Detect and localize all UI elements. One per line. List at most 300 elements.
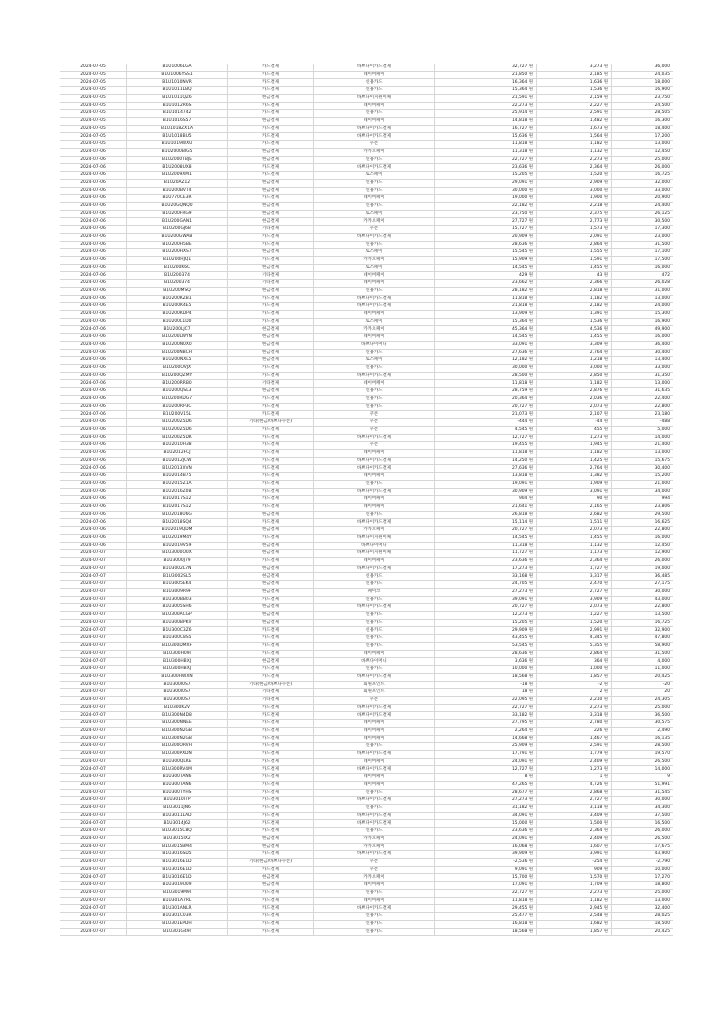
table-row [60, 365, 673, 373]
row-vat: 1,132 원 [537, 148, 612, 156]
currency-unit: 원 [527, 550, 533, 556]
row-total: 58,900 [612, 642, 674, 650]
currency-unit: 원 [527, 249, 533, 255]
row-supply-amount: 15,000 원 [435, 820, 537, 828]
row-total: 32,400 [612, 905, 674, 913]
row-total: 24,305 [612, 696, 674, 704]
currency-unit: 원 [527, 905, 533, 911]
currency-unit: 원 [527, 689, 533, 695]
row-total: 33,000 [612, 187, 674, 195]
table-row [60, 812, 673, 820]
row-vat: 1,500 원 [537, 820, 612, 828]
currency-unit: 원 [527, 295, 533, 301]
row-vat: 2,210 원 [537, 696, 612, 704]
row-payment-type: 카드결제 [228, 851, 314, 859]
row-payment-type: 카드결제 [228, 365, 314, 373]
row-payment-method: 신용카드 [314, 920, 435, 928]
row-vat: 2,909 원 [537, 179, 612, 187]
row-order-id: B1U300I0S7 [127, 689, 228, 697]
row-supply-amount: 20,364 원 [435, 395, 537, 403]
row-supply-amount: 27,273 원 [435, 797, 537, 805]
row-order-id: B1U3016E1D [127, 859, 228, 867]
row-vat: 2,991 원 [537, 627, 612, 635]
row-payment-type: 현금결제 [228, 550, 314, 558]
row-date: 2024-07-06 [60, 156, 127, 164]
row-total: 16,135 [612, 735, 674, 743]
row-supply-amount: 14,545 원 [435, 334, 537, 342]
currency-unit: 원 [602, 388, 608, 394]
currency-unit: 원 [527, 426, 533, 432]
row-vat: 1,636 원 [537, 79, 612, 87]
row-date: 2024-07-07 [60, 805, 127, 813]
table-row [60, 148, 673, 156]
row-total: 51,991 [612, 781, 674, 789]
row-supply-amount: 15,364 원 [435, 318, 537, 326]
row-payment-type: 카드결제 [228, 797, 314, 805]
table-row [60, 650, 673, 658]
row-supply-amount: 24,091 원 [435, 758, 537, 766]
row-supply-amount: 14,545 원 [435, 264, 537, 272]
row-vat: 1,709 원 [537, 882, 612, 890]
row-order-id: B1U200K6C [127, 264, 228, 272]
currency-unit: 원 [527, 558, 533, 564]
row-vat: 1,000 원 [537, 666, 612, 674]
row-supply-amount: 27,636 원 [435, 349, 537, 357]
row-payment-method: 네이버페이 [314, 334, 435, 342]
currency-unit: 원 [602, 396, 608, 402]
table-row [60, 828, 673, 836]
row-date: 2024-07-06 [60, 280, 127, 288]
row-payment-method: 카카오페이 [314, 218, 435, 226]
row-supply-amount: 21,818 원 [435, 303, 537, 311]
currency-unit: 원 [527, 264, 533, 270]
row-order-id: B1U1016S57 [127, 118, 228, 126]
row-payment-type: 현금결제 [228, 179, 314, 187]
row-vat: 43 원 [537, 272, 612, 280]
row-order-id: B1U3010I7P [127, 797, 228, 805]
row-supply-amount: 34,091 원 [435, 812, 537, 820]
currency-unit: 원 [602, 650, 608, 656]
row-payment-type: 카드결제 [228, 805, 314, 813]
row-payment-type: 기타결제 [228, 272, 314, 280]
currency-unit: 원 [527, 172, 533, 178]
row-payment-type: 카드결제 [228, 758, 314, 766]
row-supply-amount: 27,636 원 [435, 465, 537, 473]
currency-unit: 원 [527, 187, 533, 193]
row-date: 2024-07-06 [60, 480, 127, 488]
row-total: 19,000 [612, 565, 674, 573]
row-vat: 2,864 원 [537, 650, 612, 658]
table-row [60, 511, 673, 519]
currency-unit: 원 [602, 380, 608, 386]
row-payment-type: 기타(현금/바쁘다쿠폰) [228, 419, 314, 427]
row-order-id: B1U1006YSS1 [127, 71, 228, 79]
row-order-id: B1U300C8S5 [127, 635, 228, 643]
row-date: 2024-07-06 [60, 264, 127, 272]
currency-unit: 원 [602, 488, 608, 494]
row-payment-type: 카드결제 [228, 79, 314, 87]
table-row [60, 527, 673, 535]
row-order-id: B1U1018BU5 [127, 133, 228, 141]
currency-unit: 원 [602, 71, 608, 77]
row-payment-method: 네이버페이 [314, 650, 435, 658]
row-payment-method: 신용카드 [314, 596, 435, 604]
row-supply-amount: 31,182 원 [435, 805, 537, 813]
currency-unit: 원 [527, 342, 533, 348]
row-total: 13,000 [612, 897, 674, 905]
row-order-id: B1U301A7RL [127, 897, 228, 905]
row-supply-amount: 13,818 원 [435, 473, 537, 481]
row-total: 32,900 [612, 627, 674, 635]
table-row [60, 395, 673, 403]
row-payment-method: 신용카드 [314, 480, 435, 488]
row-payment-type: 현금결제 [228, 604, 314, 612]
row-payment-method: 바쁘다이카드결제 [314, 133, 435, 141]
row-payment-type: 카드결제 [228, 64, 314, 71]
row-vat: 2,218 원 [537, 202, 612, 210]
row-payment-method: 바쁘다이카드결제 [314, 465, 435, 473]
row-payment-type: 현금결제 [228, 264, 314, 272]
currency-unit: 원 [527, 535, 533, 540]
row-vat: 1,564 원 [537, 133, 612, 141]
row-payment-type: 현금결제 [228, 187, 314, 195]
row-vat: 1,555 원 [537, 249, 612, 257]
row-supply-amount: 22,095 원 [435, 696, 537, 704]
row-order-id: B1U200OVJX [127, 365, 228, 373]
table-row [60, 388, 673, 396]
row-order-id: B1U2016Z0B [127, 488, 228, 496]
row-vat: 1,391 원 [537, 311, 612, 319]
row-payment-method: 신용카드 [314, 511, 435, 519]
currency-unit: 원 [527, 226, 533, 232]
row-payment-method: 신용카드 [314, 789, 435, 797]
currency-unit: 원 [602, 141, 608, 147]
row-supply-amount: 28,677 원 [435, 789, 537, 797]
row-order-id: B1U1012R6S [127, 102, 228, 110]
currency-unit: 원 [602, 928, 608, 934]
row-payment-method: 신용카드 [314, 805, 435, 813]
currency-unit: 원 [527, 380, 533, 386]
row-supply-amount: 11,818 원 [435, 449, 537, 457]
row-payment-method: 신용카드 [314, 635, 435, 643]
row-order-id: B1U301EPDH [127, 920, 228, 928]
table-row [60, 141, 673, 149]
row-supply-amount: 14,668 원 [435, 735, 537, 743]
row-supply-amount: 8 원 [435, 774, 537, 782]
row-payment-method: 신용카드 [314, 889, 435, 897]
row-payment-method: 쿠폰 [314, 859, 435, 867]
row-payment-method: 신용카드 [314, 612, 435, 620]
row-order-id: B1U3009R9F [127, 588, 228, 596]
currency-unit: 원 [527, 866, 533, 872]
row-date: 2024-07-06 [60, 179, 127, 187]
row-vat: 2,366 원 [537, 280, 612, 288]
row-order-id: B1U1011LBQ [127, 87, 228, 95]
row-total: 31,500 [612, 650, 674, 658]
table-row [60, 781, 673, 789]
row-vat: 3,991 원 [537, 851, 612, 859]
table-row [60, 71, 673, 79]
row-vat: 2,409 원 [537, 758, 612, 766]
currency-unit: 원 [527, 666, 533, 672]
row-supply-amount: 28,500 원 [435, 372, 537, 380]
table-row [60, 897, 673, 905]
row-date: 2024-07-06 [60, 365, 127, 373]
row-date: 2024-07-07 [60, 681, 127, 689]
row-total: 31,545 [612, 789, 674, 797]
currency-unit: 원 [527, 303, 533, 309]
table-row [60, 913, 673, 921]
table-row [60, 573, 673, 581]
currency-unit: 원 [527, 766, 533, 772]
currency-unit: 원 [602, 442, 608, 448]
row-order-id: B1U200V15L [127, 411, 228, 419]
currency-unit: 원 [527, 257, 533, 263]
table-row [60, 102, 673, 110]
row-payment-method: 신용카드 [314, 202, 435, 210]
row-supply-amount: 14,818 원 [435, 118, 537, 126]
transaction-rows [60, 64, 673, 936]
row-order-id: B1U300HBXJ [127, 658, 228, 666]
row-vat: 2,091 원 [537, 233, 612, 241]
currency-unit: 원 [602, 542, 608, 548]
currency-unit: 원 [527, 851, 533, 857]
row-supply-amount: 17,091 원 [435, 882, 537, 890]
row-payment-type: 현금결제 [228, 349, 314, 357]
currency-unit: 원 [527, 697, 533, 703]
currency-unit: 원 [602, 689, 608, 695]
row-supply-amount: 14,545 원 [435, 534, 537, 542]
row-vat: 2,364 원 [537, 164, 612, 172]
row-payment-method: 네이버페이 [314, 882, 435, 890]
row-order-id: B1U200BVT4 [127, 187, 228, 195]
row-payment-method: 쿠폰 [314, 411, 435, 419]
currency-unit: 원 [527, 511, 533, 517]
row-order-id: B1U200H5BE [127, 241, 228, 249]
row-supply-amount: 24,705 원 [435, 581, 537, 589]
row-payment-method: 바쁘다이카드결제 [314, 750, 435, 758]
row-supply-amount: 22,727 원 [435, 889, 537, 897]
currency-unit: 원 [527, 434, 533, 440]
currency-unit: 원 [527, 442, 533, 448]
row-payment-type: 카드결제 [228, 650, 314, 658]
currency-unit: 원 [602, 257, 608, 263]
row-total: 30,500 [612, 218, 674, 226]
currency-unit: 원 [527, 596, 533, 602]
row-vat: 1,132 원 [537, 542, 612, 550]
row-payment-type: 카드결제 [228, 720, 314, 728]
row-total: 22,400 [612, 395, 674, 403]
row-supply-amount: 429 원 [435, 272, 537, 280]
row-vat: 1,900 원 [537, 195, 612, 203]
row-vat: 90 원 [537, 496, 612, 504]
table-row [60, 673, 673, 681]
currency-unit: 원 [602, 280, 608, 286]
row-total: 26,000 [612, 164, 674, 172]
table-row [60, 581, 673, 589]
currency-unit: 원 [602, 179, 608, 185]
row-total: 23,806 [612, 503, 674, 511]
row-payment-method: 네이버페이 [314, 774, 435, 782]
currency-unit: 원 [602, 349, 608, 355]
row-payment-method: 신용카드 [314, 87, 435, 95]
currency-unit: 원 [602, 133, 608, 139]
row-payment-type: 카드결제 [228, 172, 314, 180]
row-supply-amount: 12,273 원 [435, 612, 537, 620]
table-row [60, 758, 673, 766]
row-supply-amount: 12,727 원 [435, 766, 537, 774]
currency-unit: 원 [602, 110, 608, 116]
currency-unit: 원 [602, 774, 608, 780]
row-payment-method: 쿠폰 [314, 696, 435, 704]
currency-unit: 원 [602, 697, 608, 703]
row-supply-amount: 13,909 원 [435, 311, 537, 319]
row-order-id: B1U200QZMY [127, 372, 228, 380]
row-order-id: B1U2019M4Y [127, 534, 228, 542]
table-row [60, 426, 673, 434]
row-order-id: B1U300K2V [127, 704, 228, 712]
table-row [60, 249, 673, 257]
row-supply-amount: 16,818 원 [435, 920, 537, 928]
currency-unit: 원 [602, 558, 608, 564]
currency-unit: 원 [527, 612, 533, 618]
row-date: 2024-07-07 [60, 573, 127, 581]
row-vat: 1,218 원 [537, 357, 612, 365]
currency-unit: 원 [602, 102, 608, 108]
row-order-id: B1U200374 [127, 272, 228, 280]
currency-unit: 원 [527, 164, 533, 170]
row-vat: 1,382 원 [537, 473, 612, 481]
currency-unit: 원 [527, 218, 533, 224]
table-row [60, 79, 673, 87]
row-order-id: B1U3002SL5 [127, 573, 228, 581]
row-total: 24,500 [612, 102, 674, 110]
currency-unit: 원 [602, 612, 608, 618]
row-supply-amount: 21,641 원 [435, 503, 537, 511]
row-total: 26,000 [612, 828, 674, 836]
row-order-id: B1U300HBXJ [127, 666, 228, 674]
table-row [60, 889, 673, 897]
table-row [60, 280, 673, 288]
row-payment-method: 바쁘다이지원이체 [314, 550, 435, 558]
row-date: 2024-07-07 [60, 642, 127, 650]
row-vat: 1,482 원 [537, 118, 612, 126]
table-row [60, 596, 673, 604]
table-row [60, 449, 673, 457]
currency-unit: 원 [602, 365, 608, 371]
row-total: 18,500 [612, 920, 674, 928]
row-order-id: B1U2009XM1 [127, 172, 228, 180]
row-vat: 1,455 원 [537, 534, 612, 542]
currency-unit: 원 [602, 288, 608, 293]
row-order-id: B1U2017S12 [127, 503, 228, 511]
row-vat: 2,165 원 [537, 503, 612, 511]
row-payment-method: 카카오페이 [314, 843, 435, 851]
row-payment-method: 네이버페이 [314, 758, 435, 766]
row-date: 2024-07-07 [60, 866, 127, 874]
row-vat: 2,036 원 [537, 395, 612, 403]
row-payment-type: 현금결제 [228, 573, 314, 581]
row-payment-method: 네이버페이 [314, 311, 435, 319]
row-payment-method: 바쁘다이카드결제 [314, 233, 435, 241]
currency-unit: 원 [602, 751, 608, 757]
row-payment-type: 카드결제 [228, 395, 314, 403]
row-total: 24,000 [612, 303, 674, 311]
row-vat: 1,455 원 [537, 334, 612, 342]
row-payment-method: 바쁘다이카드결제 [314, 434, 435, 442]
row-vat: 909 원 [537, 866, 612, 874]
table-row [60, 287, 673, 295]
row-vat: 2,273 원 [537, 889, 612, 897]
row-payment-type: 카드결제 [228, 372, 314, 380]
row-total: 9 [612, 774, 674, 782]
row-supply-amount: 28,636 원 [435, 241, 537, 249]
row-total: 24,400 [612, 202, 674, 210]
table-row [60, 164, 673, 172]
row-total: 10,000 [612, 866, 674, 874]
row-date: 2024-07-07 [60, 720, 127, 728]
row-date: 2024-07-07 [60, 889, 127, 897]
row-payment-method: 바쁘다이머니 [314, 658, 435, 666]
row-total: 29,500 [612, 511, 674, 519]
currency-unit: 원 [527, 658, 533, 664]
currency-unit: 원 [602, 581, 608, 587]
row-payment-type: 카드결제 [228, 666, 314, 674]
row-vat: 5,355 원 [537, 642, 612, 650]
row-payment-type: 카드결제 [228, 889, 314, 897]
currency-unit: 원 [602, 372, 608, 378]
row-supply-amount: 27,273 원 [435, 588, 537, 596]
currency-unit: 원 [602, 218, 608, 224]
row-payment-method: 바쁘다이카드결제 [314, 295, 435, 303]
row-payment-type: 현금결제 [228, 94, 314, 102]
row-date: 2024-07-05 [60, 118, 127, 126]
row-payment-method: 네이버페이 [314, 195, 435, 203]
row-date: 2024-07-05 [60, 102, 127, 110]
row-payment-type: 카드결제 [228, 426, 314, 434]
row-vat: 2,470 원 [537, 581, 612, 589]
currency-unit: 원 [527, 897, 533, 903]
row-payment-type: 현금결제 [228, 843, 314, 851]
row-supply-amount: 15,727 원 [435, 226, 537, 234]
currency-unit: 원 [527, 118, 533, 124]
row-payment-type: 현금결제 [228, 619, 314, 627]
currency-unit: 원 [527, 735, 533, 741]
row-order-id: B1U2019V59 [127, 542, 228, 550]
row-date: 2024-07-07 [60, 766, 127, 774]
row-payment-type: 현금결제 [228, 357, 314, 365]
row-payment-method: 쿠폰 [314, 141, 435, 149]
row-vat: 1,182 원 [537, 449, 612, 457]
row-total: 15,200 [612, 473, 674, 481]
row-supply-amount: 11,318 원 [435, 148, 537, 156]
row-date: 2024-07-06 [60, 534, 127, 542]
row-order-id: B1U770CE3R [127, 195, 228, 203]
currency-unit: 원 [602, 318, 608, 324]
row-payment-method: 신용카드 [314, 156, 435, 164]
row-total: 13,000 [612, 449, 674, 457]
row-total: 16,900 [612, 318, 674, 326]
currency-unit: 원 [527, 782, 533, 787]
row-supply-amount: 904 원 [435, 496, 537, 504]
currency-unit: 원 [527, 179, 533, 185]
row-total: 22,800 [612, 527, 674, 535]
row-total: 16,725 [612, 172, 674, 180]
row-payment-type: 카드결제 [228, 812, 314, 820]
row-supply-amount: 27,795 원 [435, 720, 537, 728]
row-order-id: B1U200K4E5 [127, 303, 228, 311]
row-order-id: B1U3015IX2 [127, 835, 228, 843]
